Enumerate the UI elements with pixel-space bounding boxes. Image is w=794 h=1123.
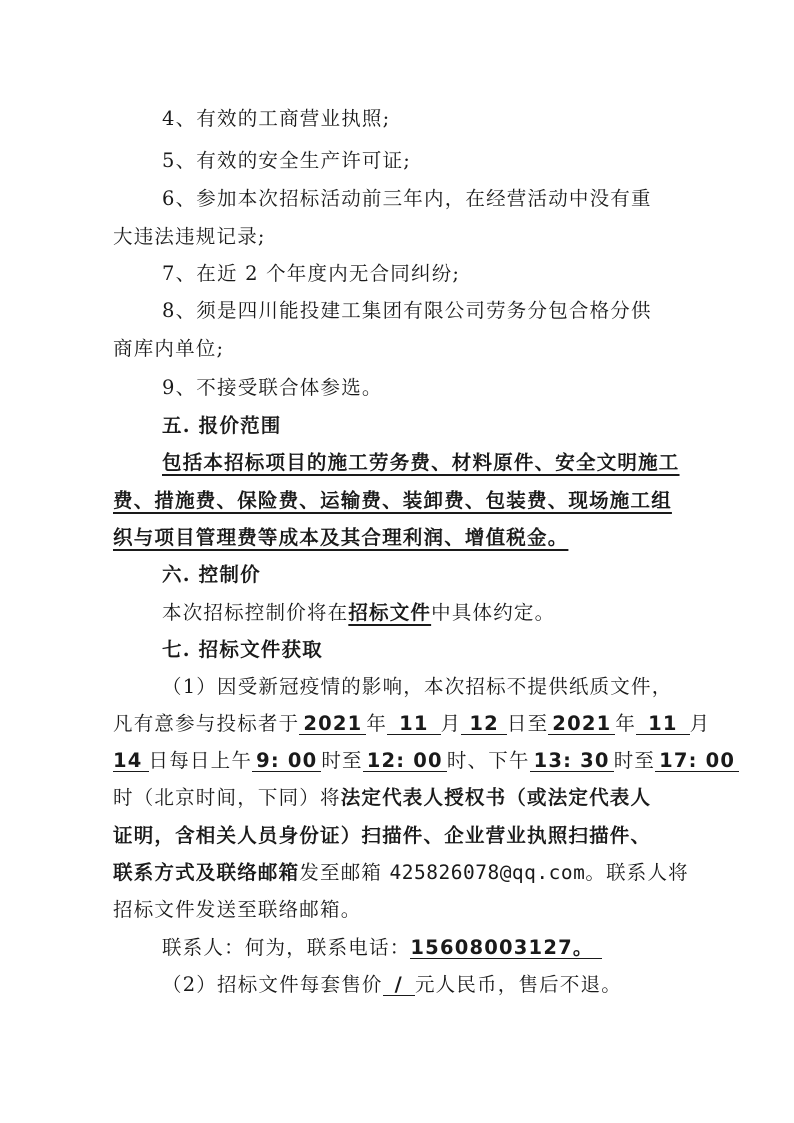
contact-line: 联系人：何为，联系电话：15608003127。 — [0, 932, 794, 960]
item-9: 9、不接受联合体参选。 — [162, 376, 383, 399]
price-scope-text: 费、措施费、保险费、运输费、装卸费、包装费、现场施工组 — [113, 489, 672, 512]
price-scope-text: 织与项目管理费等成本及其合理利润、增值税金。 — [113, 526, 569, 549]
section-5-line1 — [0, 447, 794, 475]
section-6-body: 本次招标控制价将在招标文件中具体约定。 — [162, 601, 556, 624]
section-7-p2: （2）招标文件每套售价 / 元人民币，售后不退。 — [162, 973, 622, 996]
section-7-p1-line1: （1）因受新冠疫情的影响，本次招标不提供纸质文件， — [162, 675, 673, 698]
item-6-line1: 6、参加本次招标活动前三年内，在经营活动中没有重 — [162, 187, 652, 210]
section-7-p1-line5: 证明，含相关人员身份证）扫描件、企业营业执照扫描件、 — [113, 824, 652, 847]
start-year: 2021 — [299, 714, 366, 735]
item-6-line2: 大违法违规记录; — [113, 225, 266, 248]
contact-phone: 15608003127。 — [410, 938, 601, 959]
section-7-p1-line7: 招标文件发送至联络邮箱。 — [113, 898, 362, 921]
section-5-line2 — [0, 485, 794, 513]
section-7-p1-line2: 凡有意参与投标者于 2021 年 11 月 12 日至 2021 年 11 月 — [113, 712, 711, 735]
end-month: 11 — [636, 714, 690, 735]
section-7-p1-line6: 联系方式及联络邮箱发至邮箱 425826078@qq.com。联系人将 — [113, 861, 689, 884]
morning-end-time: 12: 00 — [363, 751, 447, 772]
price-scope-text: 包括本招标项目的施工劳务费、材料原件、安全文明施工 — [162, 451, 680, 474]
end-year: 2021 — [548, 714, 615, 735]
afternoon-end-time: 17: 00 — [655, 751, 739, 772]
section-5-line3 — [0, 522, 794, 550]
item-4: 4、有效的工商营业执照; — [162, 107, 391, 130]
section-7-heading: 七. 招标文件获取 — [162, 638, 323, 661]
document-price: / — [383, 975, 415, 996]
morning-start-time: 9: 00 — [252, 751, 321, 772]
afternoon-start-time: 13: 30 — [530, 751, 614, 772]
start-month: 11 — [387, 714, 441, 735]
end-day: 14 — [113, 751, 149, 772]
section-7-p1-line3: 14 日每日上午 9: 00 时至 12: 00 时、下午 13: 30 时至 17: 00 — [0, 745, 794, 773]
item-8-line1: 8、须是四川能投建工集团有限公司劳务分包合格分供 — [162, 299, 652, 322]
section-6-heading: 六. 控制价 — [162, 563, 261, 586]
section-5-heading: 五. 报价范围 — [162, 414, 282, 437]
item-5: 5、有效的安全生产许可证; — [162, 149, 412, 172]
item-8-line2: 商库内单位; — [113, 337, 225, 360]
start-day: 12 — [461, 714, 507, 735]
email-address[interactable]: 425826078@qq.com — [389, 861, 586, 884]
item-7: 7、在近 2 个年度内无合同纠纷; — [162, 262, 461, 285]
tender-document-ref: 招标文件 — [348, 601, 432, 624]
section-7-p1-line4: 时（北京时间，下同）将法定代表人授权书（或法定代表人 — [113, 786, 652, 809]
